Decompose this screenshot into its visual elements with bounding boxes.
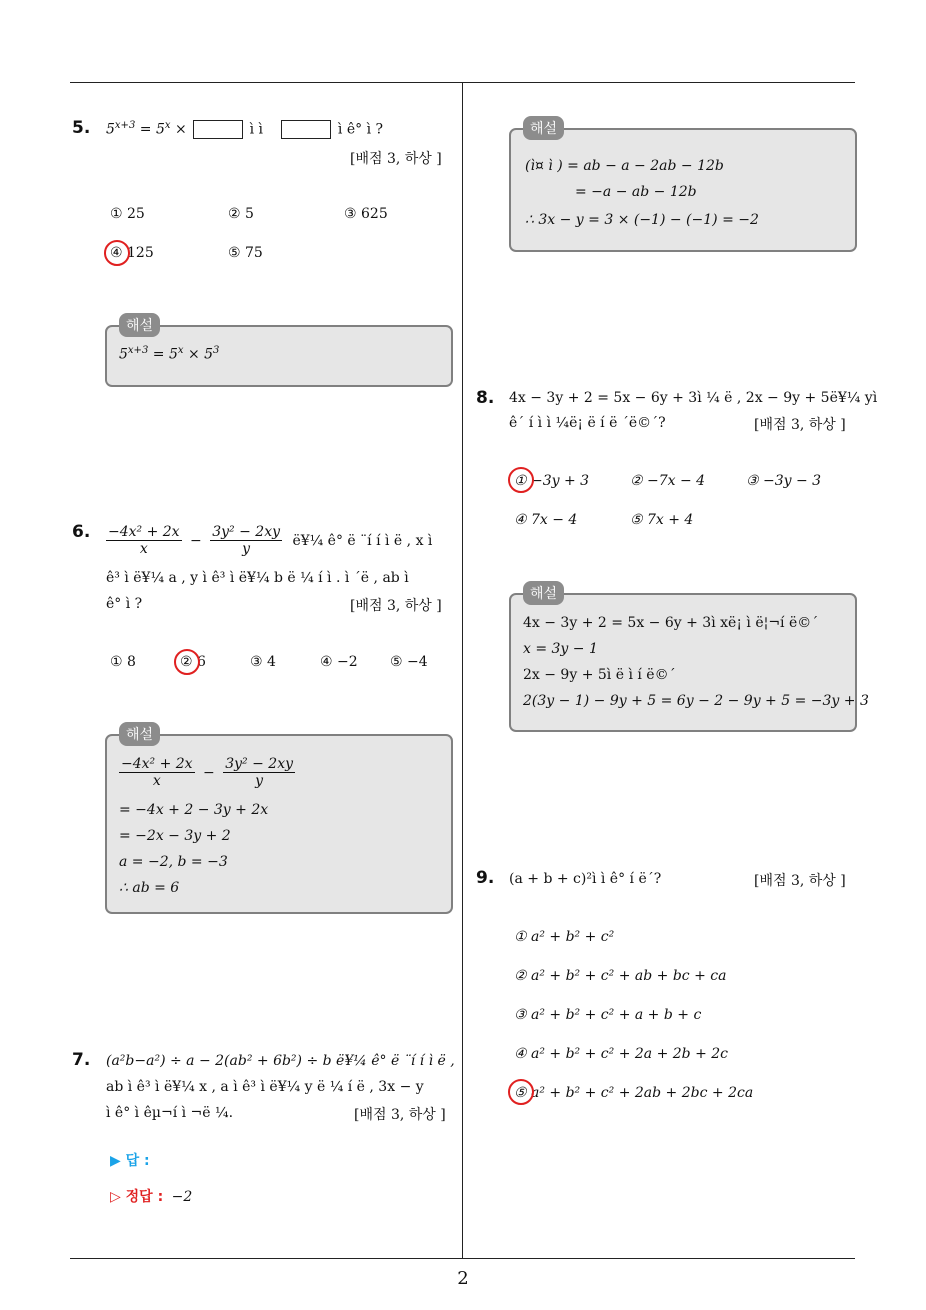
question-stem-line2: ê³ ì ë¥¼ a , y ì ê³ ì ë¥¼ b ë ¼ í ì . ì ´ë , ab ì <box>106 570 409 586</box>
explanation-tag: 해설 <box>119 722 160 746</box>
explanation-tag: 해설 <box>523 116 564 140</box>
question-stem-line2: ab ì ê³ ì ë¥¼ x , a ì ê³ ì ë¥¼ y ë ¼ í ë , 3x − y <box>106 1079 424 1095</box>
choice-5[interactable]: ⑤ −4 <box>390 654 428 670</box>
explanation-tag: 해설 <box>523 581 564 605</box>
explanation-line: a = −2, b = −3 <box>119 854 228 870</box>
answer-blank[interactable] <box>193 120 243 139</box>
question-stem-line1: (a²b−a²) ÷ a − 2(ab² + 6b²) ÷ b ë¥¼ ê° ë ¨í í ì ë , <box>106 1053 455 1069</box>
score-label: [배점 3, 하상 ] <box>350 151 442 167</box>
choice-2[interactable]: ② a² + b² + c² + ab + bc + ca <box>514 968 727 984</box>
question-number: 6. <box>72 522 91 542</box>
choice-3[interactable]: ③ 625 <box>344 206 388 222</box>
explanation-box <box>509 593 869 732</box>
choice-1[interactable]: ① 8 <box>110 654 136 670</box>
choice-4[interactable]: ④ a² + b² + c² + 2a + 2b + 2c <box>514 1046 729 1062</box>
explanation-line: $5^{x+3} = 5^x \times 5^3$ <box>119 345 220 363</box>
column-divider <box>462 83 463 1259</box>
explanation-line: $\frac{\text{−4x² + 2x}}{x}$ − $\frac{\text{3y² − 2xy}}{y}$ <box>121 756 294 789</box>
explanation-box <box>509 128 857 252</box>
answer-blank[interactable] <box>281 120 331 139</box>
answer-mark-circle <box>508 467 534 493</box>
question-stem-line3: ì ê° ì êµ¬í ì ¬ë ¼. <box>106 1105 234 1121</box>
question-stem-line1: 4x − 3y + 2 = 5x − 6y + 3ì ¼ ë , 2x − 9y + 5ë¥¼ yì <box>509 390 878 406</box>
choice-3[interactable]: ③ a² + b² + c² + a + b + c <box>514 1007 702 1023</box>
question-stem-line1: $\frac{\text{−4x² + 2x}}{x}$ − $\frac{\text{3y² − 2xy}}{y}$ ë¥¼ ê° ë ¨í í ì ë , x ì <box>108 524 433 557</box>
explanation-line: 2x − 9y + 5ì ë ì í ë©´ <box>523 667 676 683</box>
question-number: 8. <box>476 388 495 408</box>
score-label: [배점 3, 하상 ] <box>354 1107 446 1123</box>
choice-1[interactable]: ① 25 <box>110 206 145 222</box>
score-label: [배점 3, 하상 ] <box>754 417 846 433</box>
score-label: [배점 3, 하상 ] <box>754 873 846 889</box>
explanation-line: 2(3y − 1) − 9y + 5 = 6y − 2 − 9y + 5 = −3y + 3 <box>523 693 869 709</box>
choice-1[interactable]: ① −3y + 3 <box>514 473 590 489</box>
answer-mark-circle <box>174 649 200 675</box>
question-number: 7. <box>72 1050 91 1070</box>
choice-5[interactable]: ⑤ 7x + 4 <box>630 512 694 528</box>
choice-2[interactable]: ② 6 <box>180 654 206 670</box>
choice-2[interactable]: ② 5 <box>228 206 254 222</box>
explanation-line: = −a − ab − 12b <box>575 184 697 200</box>
explanation-line: = −4x + 2 − 3y + 2x <box>119 802 269 818</box>
explanation-line: ∴ ab = 6 <box>119 880 180 896</box>
answer-mark-circle <box>508 1079 534 1105</box>
choice-4[interactable]: ④ 125 <box>110 245 154 261</box>
question-number: 9. <box>476 868 495 888</box>
explanation-line: = −2x − 3y + 2 <box>119 828 231 844</box>
explanation-tag: 해설 <box>119 313 160 337</box>
question-stem: (a + b + c)²ì ì ê° í ë´? <box>509 871 662 887</box>
choice-4[interactable]: ④ −2 <box>320 654 358 670</box>
choice-2[interactable]: ② −7x − 4 <box>630 473 706 489</box>
question-stem: $5^{x+3} = 5^x$ × ì ì ì ê° ì ? <box>106 120 384 138</box>
choice-1[interactable]: ① a² + b² + c² <box>514 929 615 945</box>
explanation-box <box>105 734 453 914</box>
explanation-line: ∴ 3x − y = 3 × (−1) − (−1) = −2 <box>525 212 759 228</box>
answer-input-label[interactable]: ▶ 답 : <box>110 1153 150 1169</box>
question-number: 5. <box>72 118 91 138</box>
choice-5[interactable]: ⑤ 75 <box>228 245 263 261</box>
page-number: 2 <box>457 1268 469 1289</box>
question-stem-line2: ê´ í ì ì ¼ë¡ ë í ë ´ë©´? <box>509 415 666 431</box>
question-stem-line3: ê° ì ? <box>106 596 143 612</box>
explanation-line: x = 3y − 1 <box>523 641 598 657</box>
choice-3[interactable]: ③ 4 <box>250 654 276 670</box>
choice-5[interactable]: ⑤ a² + b² + c² + 2ab + 2bc + 2ca <box>514 1085 754 1101</box>
score-label: [배점 3, 하상 ] <box>350 598 442 614</box>
answer-mark-circle <box>104 240 130 266</box>
choice-3[interactable]: ③ −3y − 3 <box>746 473 822 489</box>
correct-answer: ▷ 정답 : −2 <box>110 1189 193 1205</box>
explanation-line: (ì¤ ì ) = ab − a − 2ab − 12b <box>525 158 724 174</box>
explanation-line: 4x − 3y + 2 = 5x − 6y + 3ì xë¡ ì ë¦¬í ë©´ <box>523 615 819 631</box>
choice-4[interactable]: ④ 7x − 4 <box>514 512 578 528</box>
